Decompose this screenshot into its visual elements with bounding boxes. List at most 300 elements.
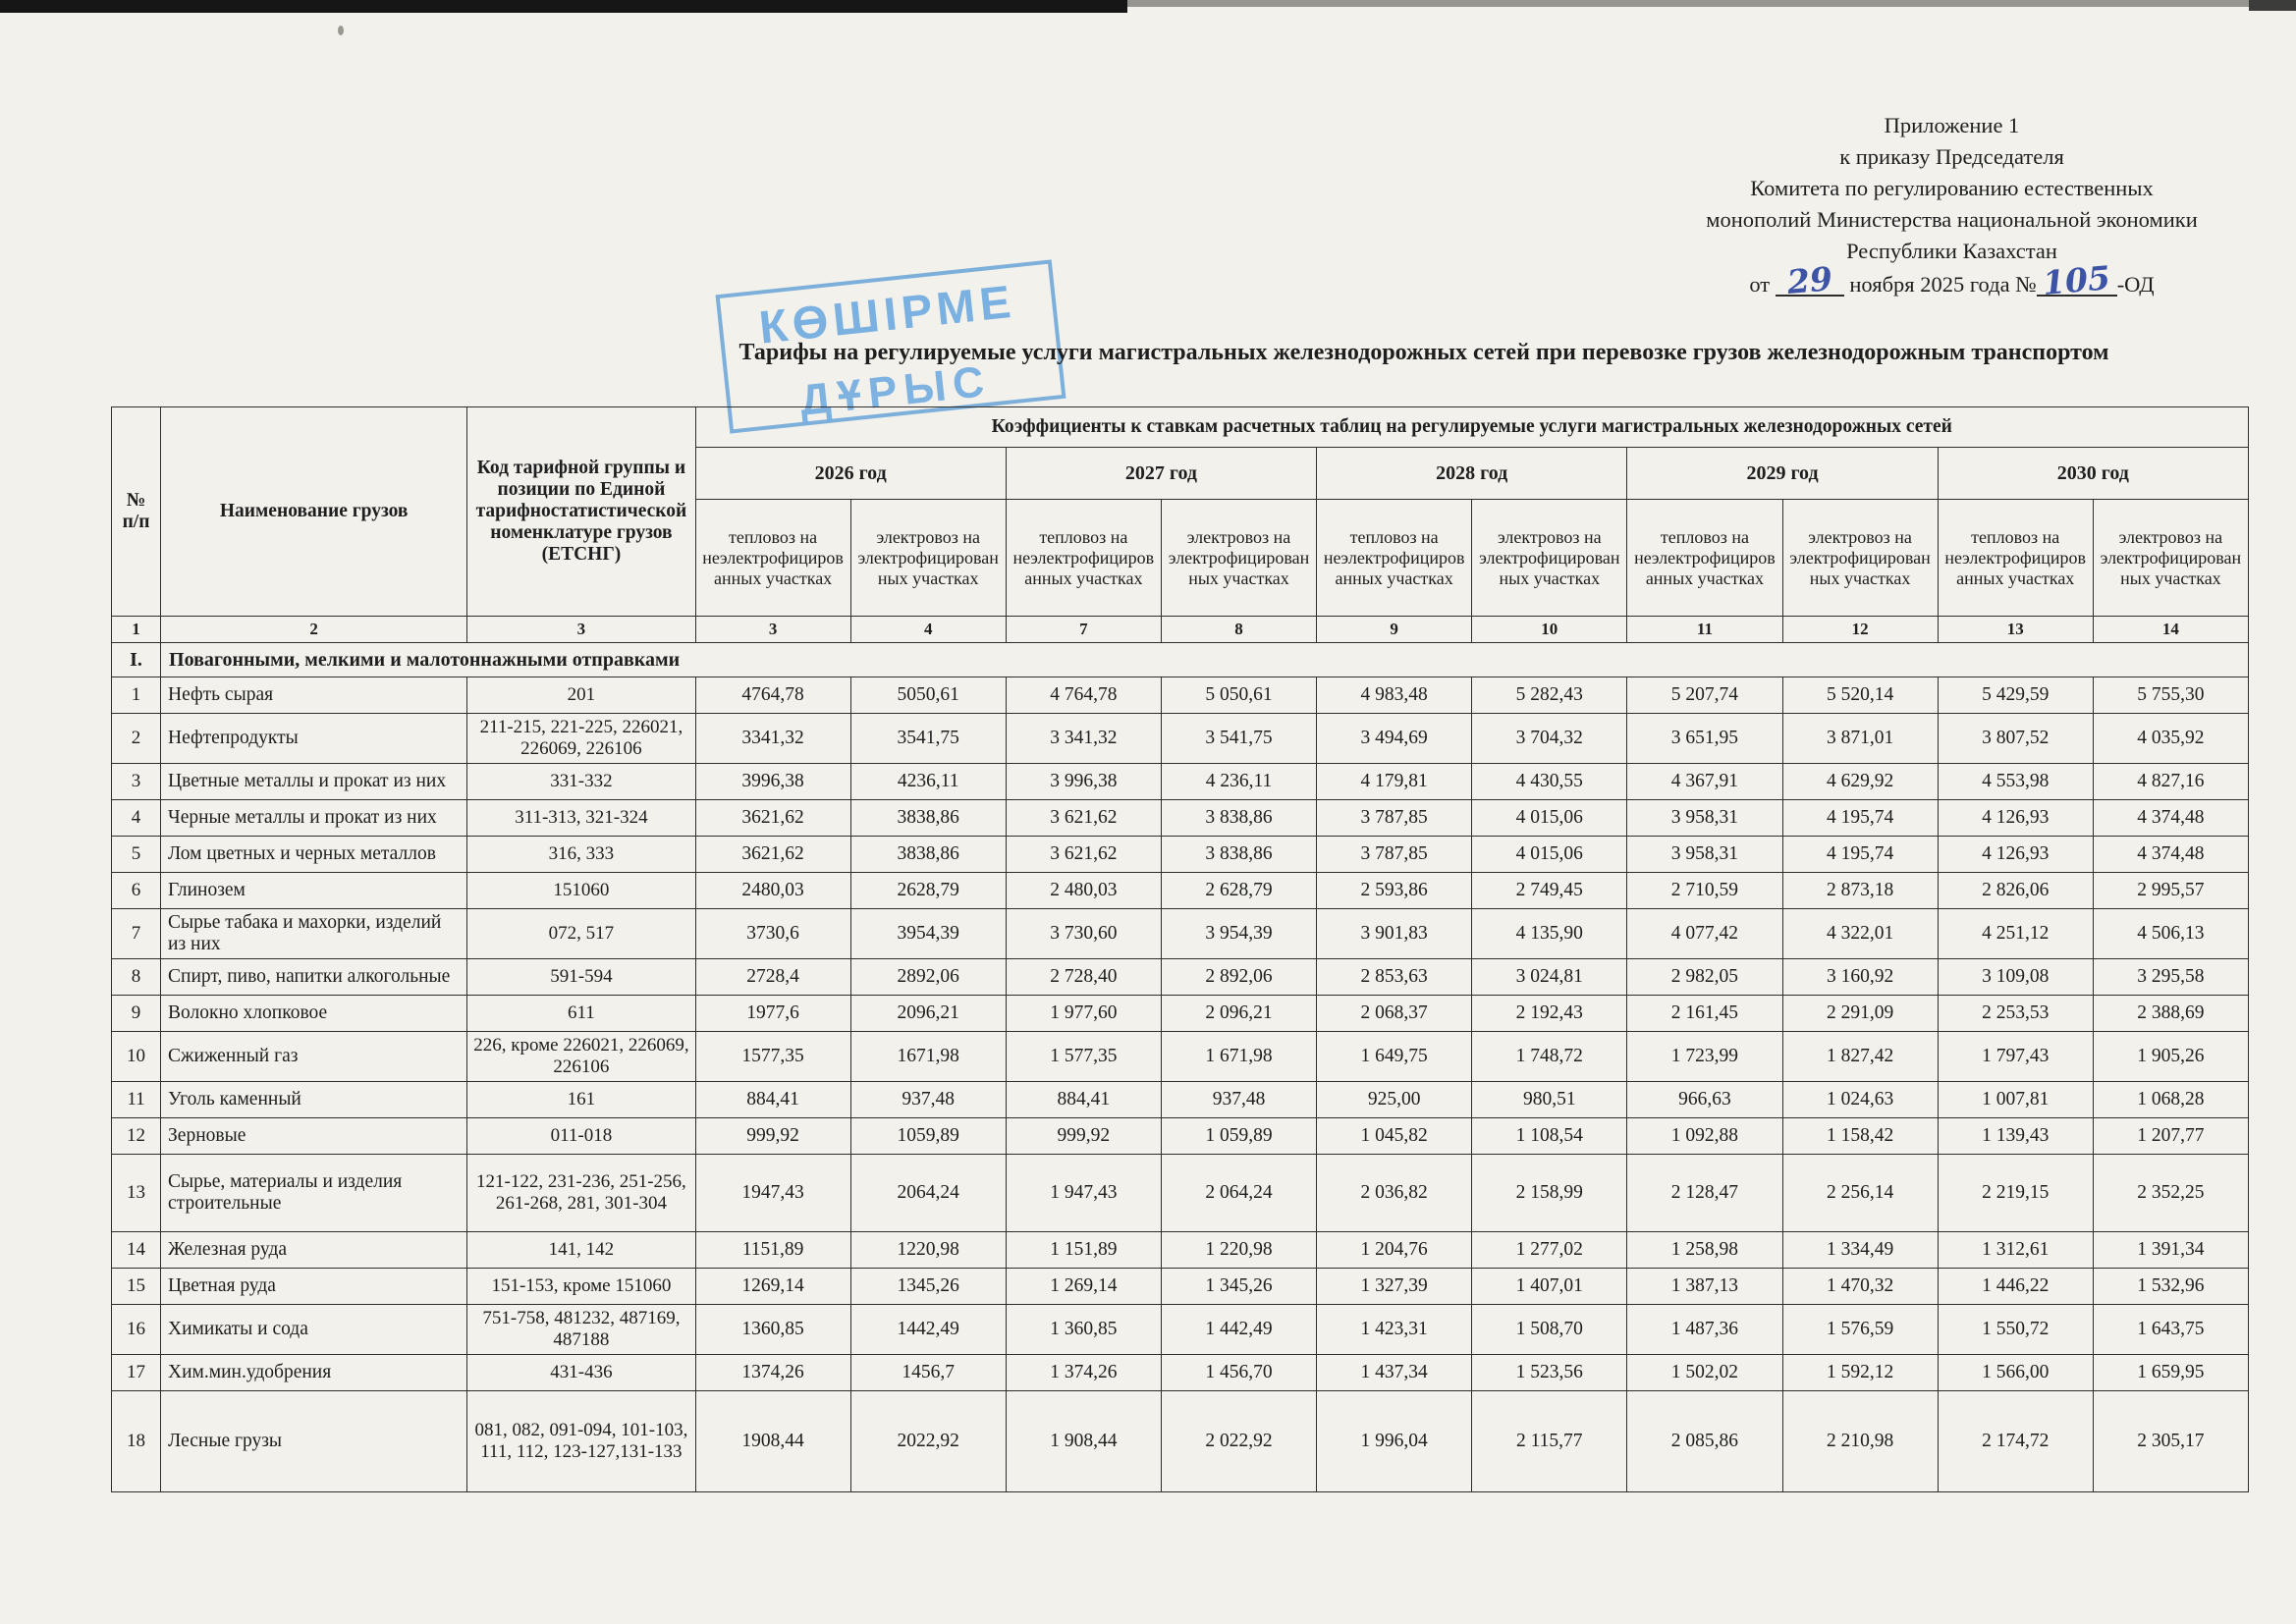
cargo-name: Глинозем: [161, 873, 467, 909]
tariff-table: [111, 406, 2249, 1492]
appendix-line: к приказу Председателя: [1839, 144, 2064, 169]
tariff-value: 1 092,88: [1627, 1118, 1782, 1155]
order-prefix: от: [1749, 272, 1771, 297]
handwritten-day: 29: [1785, 259, 1834, 301]
table-row: [112, 1032, 2249, 1082]
cargo-code: 141, 142: [467, 1232, 695, 1269]
scan-edge-artifact-light: [1127, 0, 2296, 7]
tariff-value: 1 423,31: [1317, 1305, 1472, 1355]
tariff-value: 4 430,55: [1472, 764, 1627, 800]
tariff-value: 1059,89: [850, 1118, 1006, 1155]
row-number: 9: [112, 996, 161, 1032]
table-row: [112, 1082, 2249, 1118]
cargo-code: 081, 082, 091-094, 101-103, 111, 112, 123-127,131-133: [467, 1391, 695, 1492]
scan-corner-artifact: [2249, 0, 2296, 11]
tariff-value: 3621,62: [695, 837, 850, 873]
tariff-value: 4 135,90: [1472, 909, 1627, 959]
cargo-name: Лесные грузы: [161, 1391, 467, 1492]
appendix-line: Республики Казахстан: [1846, 239, 2057, 263]
table-row: [112, 1232, 2249, 1269]
tariff-value: 1 905,26: [2093, 1032, 2248, 1082]
tariff-value: 2 068,37: [1317, 996, 1472, 1032]
tariff-value: 3 787,85: [1317, 800, 1472, 837]
tariff-value: 3 958,31: [1627, 800, 1782, 837]
tariff-value: 1 360,85: [1006, 1305, 1161, 1355]
tariff-value: 2 115,77: [1472, 1391, 1627, 1492]
tariff-value: 4 764,78: [1006, 677, 1161, 714]
tariff-value: 1 059,89: [1161, 1118, 1316, 1155]
tariff-value: 2 256,14: [1782, 1155, 1938, 1232]
tariff-value: 3541,75: [850, 714, 1006, 764]
section-label: Повагонными, мелкими и малотоннажными отправками: [161, 643, 2249, 677]
tariff-value: 2628,79: [850, 873, 1006, 909]
stamp-text-koshirme: КӨШІРМЕ: [756, 274, 1018, 353]
tariff-value: 5 520,14: [1782, 677, 1938, 714]
tariff-value: 2 253,53: [1938, 996, 2093, 1032]
row-number: 17: [112, 1355, 161, 1391]
appendix-line: Комитета по регулированию естественных: [1750, 176, 2154, 200]
table-row: [112, 1155, 2249, 1232]
tariff-value: 1456,7: [850, 1355, 1006, 1391]
tariff-value: 937,48: [1161, 1082, 1316, 1118]
tariff-value: 4 195,74: [1782, 800, 1938, 837]
tariff-value: 1 158,42: [1782, 1118, 1938, 1155]
tariff-value: 1220,98: [850, 1232, 1006, 1269]
tariff-value: 2 995,57: [2093, 873, 2248, 909]
header-row-number: № п/п: [112, 407, 161, 617]
tariff-value: 5 207,74: [1627, 677, 1782, 714]
tariff-value: 1 643,75: [2093, 1305, 2248, 1355]
tariff-value: 4 179,81: [1317, 764, 1472, 800]
tariff-value: 1 908,44: [1006, 1391, 1161, 1492]
tariff-value: 1 068,28: [2093, 1082, 2248, 1118]
tariff-value: 1442,49: [850, 1305, 1006, 1355]
handwritten-day-underline: [1776, 259, 1844, 301]
table-row: [112, 714, 2249, 764]
tariff-value: 3 109,08: [1938, 959, 2093, 996]
tariff-value: 4 827,16: [2093, 764, 2248, 800]
table-row: [112, 959, 2249, 996]
tariff-value: 2 210,98: [1782, 1391, 1938, 1492]
header-cargo-code: Код тарифной группы и позиции по Единой тарифностатистической номенклатуре грузов (ЕТСНГ): [467, 407, 695, 617]
tariff-value: 1269,14: [695, 1269, 850, 1305]
tariff-value: 2 096,21: [1161, 996, 1316, 1032]
tariff-value: 980,51: [1472, 1082, 1627, 1118]
tariff-value: 3 621,62: [1006, 837, 1161, 873]
subheader-electric-2027: электровоз на электрофицированных участках: [1161, 500, 1316, 617]
tariff-value: 4 374,48: [2093, 800, 2248, 837]
handwritten-number-underline: [2037, 258, 2117, 302]
tariff-value: 1 387,13: [1627, 1269, 1782, 1305]
tariff-value: 1 797,43: [1938, 1032, 2093, 1082]
cargo-name: Черные металлы и прокат из них: [161, 800, 467, 837]
tariff-value: 2 085,86: [1627, 1391, 1782, 1492]
order-middle: ноября 2025 года №: [1849, 272, 2037, 297]
tariff-value: 1374,26: [695, 1355, 850, 1391]
tariff-value: 1 659,95: [2093, 1355, 2248, 1391]
cargo-name: Сырье табака и махорки, изделий из них: [161, 909, 467, 959]
tariff-value: 5050,61: [850, 677, 1006, 714]
tariff-value: 925,00: [1317, 1082, 1472, 1118]
table-header: [112, 407, 2249, 677]
table-row: [112, 677, 2249, 714]
tariff-value: 1 576,59: [1782, 1305, 1938, 1355]
tariff-value: 3 621,62: [1006, 800, 1161, 837]
tariff-value: 4 374,48: [2093, 837, 2248, 873]
cargo-name: Лом цветных и черных металлов: [161, 837, 467, 873]
scan-speck: [338, 26, 344, 35]
tariff-value: 2 710,59: [1627, 873, 1782, 909]
tariff-value: 3838,86: [850, 837, 1006, 873]
tariff-value: 2 728,40: [1006, 959, 1161, 996]
cargo-name: Железная руда: [161, 1232, 467, 1269]
tariff-value: 1 977,60: [1006, 996, 1161, 1032]
cargo-code: 316, 333: [467, 837, 695, 873]
tariff-value: 4 015,06: [1472, 800, 1627, 837]
tariff-value: 4 367,91: [1627, 764, 1782, 800]
table-row: [112, 764, 2249, 800]
subheader-diesel-2030: тепловоз на неэлектрофицированных участках: [1938, 500, 2093, 617]
tariff-value: 4 126,93: [1938, 800, 2093, 837]
tariff-value: 1 592,12: [1782, 1355, 1938, 1391]
tariff-value: 1 207,77: [2093, 1118, 2248, 1155]
row-number: 8: [112, 959, 161, 996]
tariff-value: 2 749,45: [1472, 873, 1627, 909]
subheader-electric-2026: электровоз на электрофицированных участках: [850, 500, 1006, 617]
section-row: [112, 643, 2249, 677]
tariff-value: 1577,35: [695, 1032, 850, 1082]
tariff-value: 2064,24: [850, 1155, 1006, 1232]
cargo-code: 011-018: [467, 1118, 695, 1155]
tariff-value: 2 036,82: [1317, 1155, 1472, 1232]
tariff-value: 2 158,99: [1472, 1155, 1627, 1232]
tariff-value: 4 629,92: [1782, 764, 1938, 800]
tariff-value: 4 251,12: [1938, 909, 2093, 959]
col-num-cell: 1: [112, 617, 161, 643]
col-num-cell: 4: [850, 617, 1006, 643]
subheader-electric-2028: электровоз на электрофицированных участках: [1472, 500, 1627, 617]
cargo-name: Нефть сырая: [161, 677, 467, 714]
tariff-value: 2096,21: [850, 996, 1006, 1032]
row-number: 11: [112, 1082, 161, 1118]
col-num-cell: 11: [1627, 617, 1782, 643]
tariff-value: 3 295,58: [2093, 959, 2248, 996]
tariff-value: 2 192,43: [1472, 996, 1627, 1032]
tariff-value: 999,92: [695, 1118, 850, 1155]
col-num-cell: 3: [467, 617, 695, 643]
tariff-value: 1345,26: [850, 1269, 1006, 1305]
tariff-value: 999,92: [1006, 1118, 1161, 1155]
cargo-name: Волокно хлопковое: [161, 996, 467, 1032]
tariff-value: 2 022,92: [1161, 1391, 1316, 1492]
tariff-value: 1 374,26: [1006, 1355, 1161, 1391]
table-row: [112, 800, 2249, 837]
subheader-electric-2030: электровоз на электрофицированных участках: [2093, 500, 2248, 617]
tariff-value: 1 523,56: [1472, 1355, 1627, 1391]
tariff-value: 2 892,06: [1161, 959, 1316, 996]
tariff-value: 1 437,34: [1317, 1355, 1472, 1391]
tariff-value: 2480,03: [695, 873, 850, 909]
row-number: 12: [112, 1118, 161, 1155]
tariff-value: 4 126,93: [1938, 837, 2093, 873]
tariff-value: 1 108,54: [1472, 1118, 1627, 1155]
order-date-line: [1625, 258, 2278, 302]
table-row: [112, 909, 2249, 959]
tariff-value: 3996,38: [695, 764, 850, 800]
tariff-value: 2892,06: [850, 959, 1006, 996]
tariff-value: 3 958,31: [1627, 837, 1782, 873]
tariff-value: 1 566,00: [1938, 1355, 2093, 1391]
scan-edge-artifact-dark: [0, 0, 1127, 13]
tariff-value: 4 236,11: [1161, 764, 1316, 800]
tariff-value: 1 748,72: [1472, 1032, 1627, 1082]
row-number: 1: [112, 677, 161, 714]
tariff-value: 1 345,26: [1161, 1269, 1316, 1305]
tariff-value: 1 442,49: [1161, 1305, 1316, 1355]
tariff-value: 1 502,02: [1627, 1355, 1782, 1391]
tariff-value: 2 480,03: [1006, 873, 1161, 909]
tariff-value: 2 826,06: [1938, 873, 2093, 909]
tariff-value: 1671,98: [850, 1032, 1006, 1082]
cargo-code: 591-594: [467, 959, 695, 996]
table-row: [112, 996, 2249, 1032]
tariff-value: 3 954,39: [1161, 909, 1316, 959]
tariff-value: 3 730,60: [1006, 909, 1161, 959]
tariff-value: 5 755,30: [2093, 677, 2248, 714]
appendix-header-block: [1625, 110, 2278, 300]
cargo-name: Уголь каменный: [161, 1082, 467, 1118]
table-row: [112, 837, 2249, 873]
col-num-cell: 13: [1938, 617, 2093, 643]
tariff-value: 1 532,96: [2093, 1269, 2248, 1305]
tariff-value: 3 871,01: [1782, 714, 1938, 764]
tariff-value: 3621,62: [695, 800, 850, 837]
tariff-value: 1 671,98: [1161, 1032, 1316, 1082]
tariff-value: 3954,39: [850, 909, 1006, 959]
header-year-2030: 2030 год: [1938, 448, 2248, 500]
tariff-value: 1977,6: [695, 996, 850, 1032]
tariff-value: 2022,92: [850, 1391, 1006, 1492]
cargo-name: Химикаты и сода: [161, 1305, 467, 1355]
tariff-value: 2 593,86: [1317, 873, 1472, 909]
table-row: [112, 1269, 2249, 1305]
tariff-value: 1 269,14: [1006, 1269, 1161, 1305]
tariff-value: 4764,78: [695, 677, 850, 714]
tariff-value: 1 577,35: [1006, 1032, 1161, 1082]
column-number-row: [112, 617, 2249, 643]
tariff-value: 937,48: [850, 1082, 1006, 1118]
tariff-value: 2 853,63: [1317, 959, 1472, 996]
tariff-value: 3 541,75: [1161, 714, 1316, 764]
tariff-value: 2 128,47: [1627, 1155, 1782, 1232]
tariff-value: 3 160,92: [1782, 959, 1938, 996]
cargo-code: 121-122, 231-236, 251-256, 261-268, 281, 301-304: [467, 1155, 695, 1232]
section-number: I.: [112, 643, 161, 677]
tariff-value: 1 045,82: [1317, 1118, 1472, 1155]
cargo-name: Цветная руда: [161, 1269, 467, 1305]
tariff-value: 3 651,95: [1627, 714, 1782, 764]
col-num-cell: 10: [1472, 617, 1627, 643]
tariff-value: 3 901,83: [1317, 909, 1472, 959]
tariff-value: 1 312,61: [1938, 1232, 2093, 1269]
row-number: 3: [112, 764, 161, 800]
subheader-diesel-2028: тепловоз на неэлектрофицированных участках: [1317, 500, 1472, 617]
subheader-diesel-2029: тепловоз на неэлектрофицированных участках: [1627, 500, 1782, 617]
tariff-value: 2728,4: [695, 959, 850, 996]
tariff-value: 3 996,38: [1006, 764, 1161, 800]
tariff-value: 2 388,69: [2093, 996, 2248, 1032]
cargo-name: Сжиженный газ: [161, 1032, 467, 1082]
tariff-value: 3 787,85: [1317, 837, 1472, 873]
tariff-value: 1 508,70: [1472, 1305, 1627, 1355]
cargo-code: 072, 517: [467, 909, 695, 959]
appendix-line: монополий Министерства национальной экономики: [1706, 207, 2198, 232]
cargo-code: 151-153, кроме 151060: [467, 1269, 695, 1305]
row-number: 6: [112, 873, 161, 909]
tariff-value: 1 407,01: [1472, 1269, 1627, 1305]
cargo-name: Цветные металлы и прокат из них: [161, 764, 467, 800]
table-row: [112, 1118, 2249, 1155]
col-num-cell: 3: [695, 617, 850, 643]
tariff-value: 4 506,13: [2093, 909, 2248, 959]
tariff-value: 1 446,22: [1938, 1269, 2093, 1305]
tariff-value: 3 838,86: [1161, 837, 1316, 873]
header-cargo-name: Наименование грузов: [161, 407, 467, 617]
row-number: 4: [112, 800, 161, 837]
tariff-value: 1 470,32: [1782, 1269, 1938, 1305]
header-year-2027: 2027 год: [1006, 448, 1316, 500]
tariff-value: 1 487,36: [1627, 1305, 1782, 1355]
tariff-value: 1 723,99: [1627, 1032, 1782, 1082]
cargo-code: 311-313, 321-324: [467, 800, 695, 837]
table-body: [112, 677, 2249, 1492]
tariff-value: 1 151,89: [1006, 1232, 1161, 1269]
tariff-value: 4 035,92: [2093, 714, 2248, 764]
row-number: 10: [112, 1032, 161, 1082]
tariff-value: 4 553,98: [1938, 764, 2093, 800]
cargo-name: Нефтепродукты: [161, 714, 467, 764]
tariff-value: 1947,43: [695, 1155, 850, 1232]
row-number: 15: [112, 1269, 161, 1305]
tariff-value: 2 291,09: [1782, 996, 1938, 1032]
cargo-name: Сырье, материалы и изделия строительные: [161, 1155, 467, 1232]
cargo-code: 211-215, 221-225, 226021, 226069, 226106: [467, 714, 695, 764]
tariff-value: 1 456,70: [1161, 1355, 1316, 1391]
cargo-code: 431-436: [467, 1355, 695, 1391]
tariff-value: 2 873,18: [1782, 873, 1938, 909]
table-row: [112, 873, 2249, 909]
subheader-diesel-2026: тепловоз на неэлектрофицированных участках: [695, 500, 850, 617]
tariff-value: 4 983,48: [1317, 677, 1472, 714]
tariff-value: 1 007,81: [1938, 1082, 2093, 1118]
row-number: 18: [112, 1391, 161, 1492]
document-title: Тарифы на регулируемые услуги магистральных железнодорожных сетей при перевозке грузов железнодорожным транспортом: [738, 340, 2109, 365]
cargo-code: 751-758, 481232, 487169, 487188: [467, 1305, 695, 1355]
row-number: 16: [112, 1305, 161, 1355]
tariff-value: 3341,32: [695, 714, 850, 764]
col-num-cell: 14: [2093, 617, 2248, 643]
cargo-name: Спирт, пиво, напитки алкогольные: [161, 959, 467, 996]
header-coefficients-title: Коэффициенты к ставкам расчетных таблиц на регулируемые услуги магистральных железнодорожных сетей: [695, 407, 2248, 448]
col-num-cell: 8: [1161, 617, 1316, 643]
tariff-value: 3 341,32: [1006, 714, 1161, 764]
tariff-value: 2 161,45: [1627, 996, 1782, 1032]
tariff-value: 1 649,75: [1317, 1032, 1472, 1082]
tariff-value: 1 947,43: [1006, 1155, 1161, 1232]
tariff-value: 1151,89: [695, 1232, 850, 1269]
tariff-value: 3 024,81: [1472, 959, 1627, 996]
header-year-2026: 2026 год: [695, 448, 1006, 500]
row-number: 5: [112, 837, 161, 873]
cargo-code: 331-332: [467, 764, 695, 800]
header-year-2029: 2029 год: [1627, 448, 1938, 500]
tariff-value: 1 258,98: [1627, 1232, 1782, 1269]
tariff-value: 1 024,63: [1782, 1082, 1938, 1118]
cargo-name: Зерновые: [161, 1118, 467, 1155]
tariff-value: 2 064,24: [1161, 1155, 1316, 1232]
tariff-value: 4236,11: [850, 764, 1006, 800]
tariff-value: 4 322,01: [1782, 909, 1938, 959]
stamp-text-durys: ДҰРЫС: [797, 356, 994, 425]
tariff-value: 1 550,72: [1938, 1305, 2093, 1355]
tariff-value: 884,41: [695, 1082, 850, 1118]
tariff-value: 2 352,25: [2093, 1155, 2248, 1232]
tariff-value: 1 139,43: [1938, 1118, 2093, 1155]
order-suffix: -ОД: [2116, 272, 2155, 297]
tariff-value: 2 305,17: [2093, 1391, 2248, 1492]
tariff-value: 5 282,43: [1472, 677, 1627, 714]
row-number: 2: [112, 714, 161, 764]
subheader-electric-2029: электровоз на электрофицированных участках: [1782, 500, 1938, 617]
tariff-value: 2 174,72: [1938, 1391, 2093, 1492]
cargo-name: Хим.мин.удобрения: [161, 1355, 467, 1391]
cargo-code: 151060: [467, 873, 695, 909]
cargo-code: 611: [467, 996, 695, 1032]
tariff-value: 3730,6: [695, 909, 850, 959]
tariff-value: 3 494,69: [1317, 714, 1472, 764]
tariff-value: 3 807,52: [1938, 714, 2093, 764]
tariff-value: 3 704,32: [1472, 714, 1627, 764]
tariff-value: 1 827,42: [1782, 1032, 1938, 1082]
tariff-value: 1 334,49: [1782, 1232, 1938, 1269]
tariff-value: 1 204,76: [1317, 1232, 1472, 1269]
tariff-value: 1 996,04: [1317, 1391, 1472, 1492]
tariff-value: 5 050,61: [1161, 677, 1316, 714]
tariff-value: 3 838,86: [1161, 800, 1316, 837]
cargo-code: 161: [467, 1082, 695, 1118]
header-year-2028: 2028 год: [1317, 448, 1627, 500]
tariff-value: 884,41: [1006, 1082, 1161, 1118]
row-number: 14: [112, 1232, 161, 1269]
col-num-cell: 9: [1317, 617, 1472, 643]
tariff-value: 1 220,98: [1161, 1232, 1316, 1269]
tariff-value: 4 195,74: [1782, 837, 1938, 873]
table-row: [112, 1391, 2249, 1492]
tariff-value: 4 077,42: [1627, 909, 1782, 959]
col-num-cell: 2: [161, 617, 467, 643]
tariff-value: 2 628,79: [1161, 873, 1316, 909]
tariff-value: 5 429,59: [1938, 677, 2093, 714]
appendix-line: Приложение 1: [1884, 113, 2020, 137]
tariff-value: 1908,44: [695, 1391, 850, 1492]
tariff-value: 1 391,34: [2093, 1232, 2248, 1269]
cargo-code: 201: [467, 677, 695, 714]
col-num-cell: 12: [1782, 617, 1938, 643]
table-row: [112, 1305, 2249, 1355]
cargo-code: 226, кроме 226021, 226069, 226106: [467, 1032, 695, 1082]
tariff-value: 966,63: [1627, 1082, 1782, 1118]
tariff-value: 3838,86: [850, 800, 1006, 837]
